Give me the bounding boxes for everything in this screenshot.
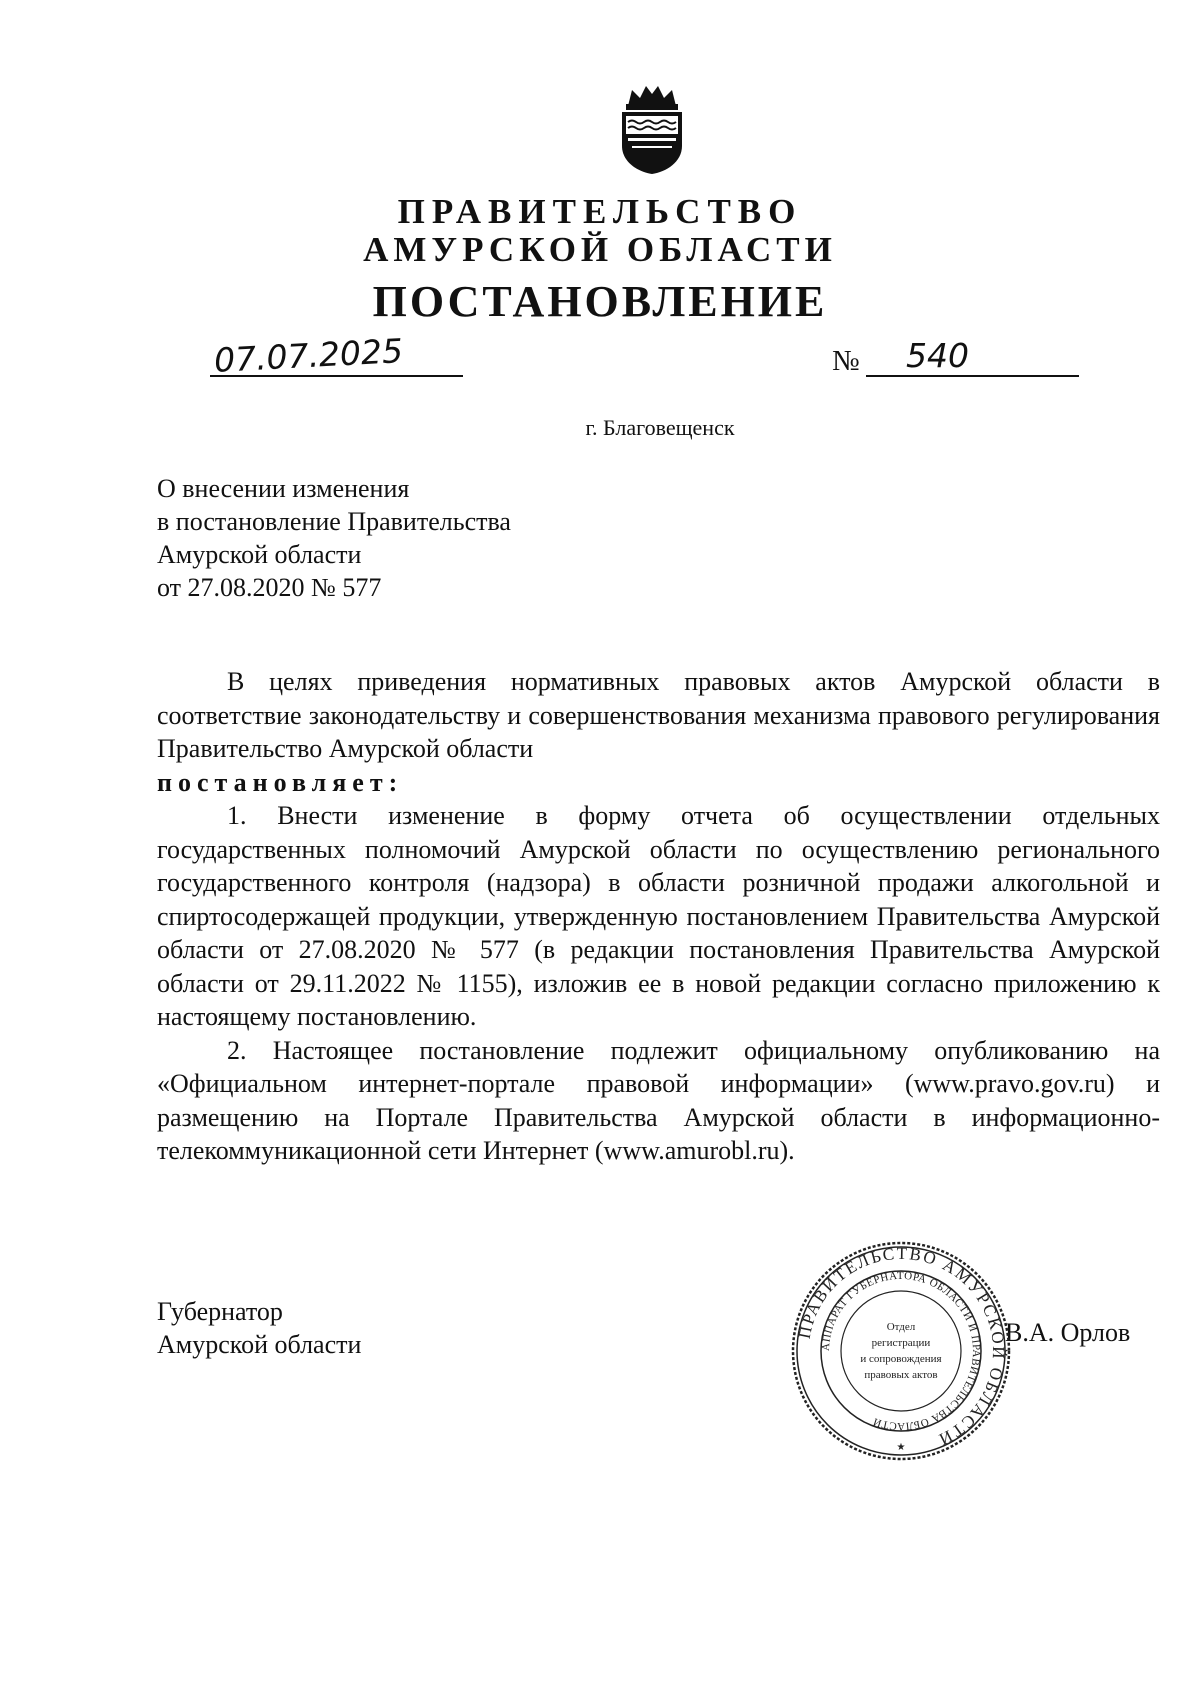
- handwritten-number: 540: [906, 336, 969, 375]
- subject-line: О внесении изменения: [157, 474, 410, 503]
- item-2-paragraph: 2. Настоящее постановление подлежит официальному опубликованию на «Официальном интернет-портале правовой информации» (www.pravo.gov.ru) и размещению на Портале Правительства Амурской области в информационно-телекоммуникационной сети Интернет (www.amurobl.ru).: [157, 1035, 1160, 1165]
- seal-inner-text: АППАРАТ ГУБЕРНАТОРА ОБЛАСТИ И ПРАВИТЕЛЬСТВА ОБЛАСТИ: [819, 1269, 983, 1433]
- document-body: [157, 665, 1160, 1168]
- seal-center-line: регистрации: [871, 1337, 931, 1349]
- subject-line: от 27.08.2020 № 577: [157, 573, 382, 602]
- signatory-role-line: Губернатор: [157, 1297, 283, 1326]
- subject-line: Амурской области: [157, 540, 362, 569]
- preamble-paragraph: В целях приведения нормативных правовых актов Амурской области в соответствие законодательству и совершенствования механизма правового регулирования Правительство Амурской области: [157, 667, 1160, 763]
- document-subject: [157, 472, 511, 604]
- signatory-name: В.А. Орлов: [1005, 1318, 1131, 1347]
- seal-center-line: Отдел: [886, 1321, 916, 1333]
- seal-outer-text: ПРАВИТЕЛЬСТВО АМУРСКОЙ ОБЛАСТИ: [794, 1243, 1009, 1450]
- coat-of-arms-emblem: [614, 84, 690, 176]
- seal-center-line: правовых актов: [864, 1369, 938, 1381]
- official-seal-stamp: [790, 1240, 1012, 1462]
- signatory-role: [157, 1295, 361, 1361]
- seal-center-line: и сопровождения: [860, 1353, 942, 1365]
- handwritten-date: 07.07.2025: [213, 331, 404, 380]
- resolves-word: постановляет:: [157, 767, 404, 797]
- signatory-role-line: Амурской области: [157, 1330, 362, 1359]
- city-line: г. Благовещенск: [585, 415, 735, 440]
- number-field: [866, 335, 1079, 377]
- header-line-2: АМУРСКОЙ ОБЛАСТИ: [363, 230, 837, 269]
- date-field: [210, 331, 463, 380]
- number-sign: №: [832, 345, 860, 377]
- item-1-paragraph: 1. Внести изменение в форму отчета об осуществлении отдельных государственных полномочий Амурской области по осуществлению регионального государственного контроля (надзора) в области розничной продажи алкогольной и спиртосодержащей продукции, утвержденную постановлением Правительства Амурской области от 27.08.2020 № 577 (в редакции постановления Правительства Амурской области от 29.11.2022 № 1155), изложив ее в новой редакции согласно приложению к настоящему постановлению.: [157, 801, 1160, 1031]
- document-type-title: ПОСТАНОВЛЕНИЕ: [372, 277, 828, 326]
- seal-star-icon: ★: [896, 1442, 906, 1453]
- header-line-1: ПРАВИТЕЛЬСТВО: [397, 192, 803, 231]
- subject-line: в постановление Правительства: [157, 507, 511, 536]
